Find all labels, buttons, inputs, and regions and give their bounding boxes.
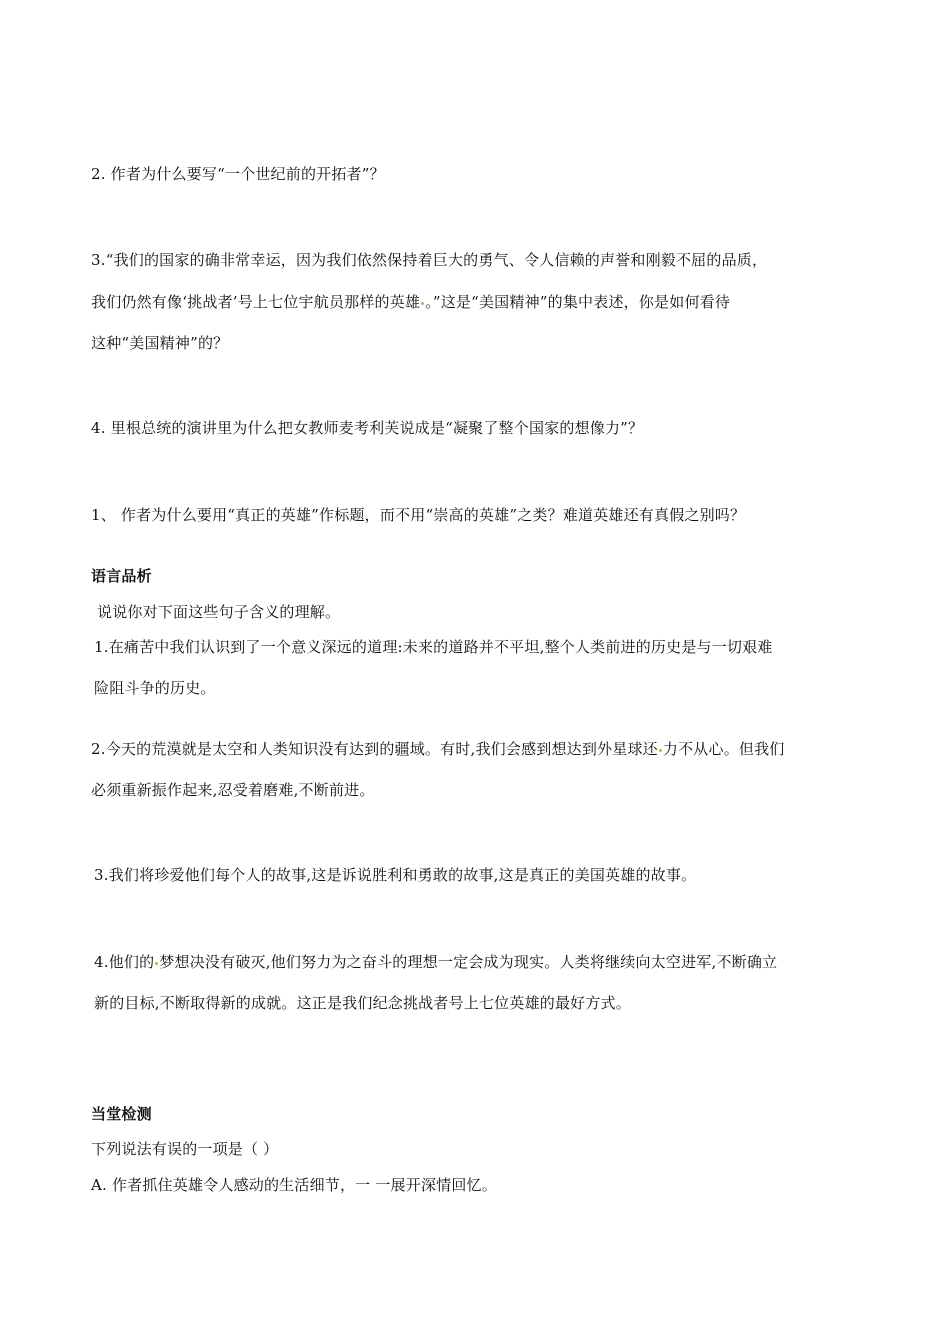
- question-3-line-2-part-b: 。”这是“美国精神”的集中表述，你是如何看待: [425, 293, 731, 311]
- class-test-prompt: 下列说法有误的一项是（ ）: [91, 1140, 279, 1158]
- question-4: 4. 里根总统的演讲里为什么把女教师麦考利芙说成是“凝聚了整个国家的想像力”？: [91, 419, 644, 437]
- language-analysis-heading: 语言品析: [91, 567, 152, 585]
- sentence-1-line-1: 1.在痛苦中我们认识到了一个意义深远的道理:未来的道路并不平坦,整个人类前进的历史是与一切艰难: [94, 638, 773, 656]
- sentence-3: 3.我们将珍爱他们每个人的故事,这是诉说胜利和勇敢的故事,这是真正的美国英雄的故事。: [94, 866, 697, 884]
- sentence-4-line-1: [94, 952, 777, 972]
- sentence-1-line-2: 险阻斗争的历史。: [94, 679, 216, 697]
- emphasis-dot-icon: [421, 302, 424, 305]
- emphasis-dot-icon: [659, 749, 662, 752]
- sentence-2-line-1-part-b: 力不从心。但我们: [662, 740, 785, 758]
- class-test-heading: 当堂检测: [91, 1105, 152, 1123]
- class-test-option-a: A. 作者抓住英雄令人感动的生活细节，一 一展开深情回忆。: [91, 1176, 497, 1194]
- sentence-2-line-1: [91, 739, 785, 759]
- sentence-4-line-2: 新的目标,不断取得新的成就。这正是我们纪念挑战者号上七位英雄的最好方式。: [94, 994, 631, 1012]
- question-3-line-2: [91, 292, 730, 312]
- sentence-4-line-1-part-b: 梦想决没有破灭,他们努力为之奋斗的理想一定会成为现实。人类将继续向太空进军,不断确立: [159, 953, 778, 971]
- sentence-2-line-2: 必须重新振作起来,忍受着磨难,不断前进。: [91, 781, 375, 799]
- sentence-2-line-1-part-a: 2.今天的荒漠就是太空和人类知识没有达到的疆域。有时,我们会感到想达到外星球还: [91, 740, 658, 758]
- question-1: 1、 作者为什么要用“真正的英雄”作标题，而不用“崇高的英雄”之类？难道英雄还有真假之别吗？: [91, 506, 746, 524]
- question-3-line-3: 这种“美国精神”的？: [91, 334, 229, 352]
- question-3-line-1: 3.“我们的国家的确非常幸运，因为我们依然保持着巨大的勇气、令人信赖的声誉和刚毅不屈的品质，: [91, 251, 768, 269]
- question-3-line-2-part-a: 我们仍然有像‘挑战者’号上七位宇航员那样的英雄: [91, 293, 421, 311]
- language-analysis-intro: 说说你对下面这些句子含义的理解。: [97, 603, 341, 621]
- question-2: 2. 作者为什么要写“一个世纪前的开拓者”？: [91, 165, 385, 183]
- sentence-4-line-1-part-a: 4.他们的: [94, 953, 155, 971]
- emphasis-dot-icon: [155, 962, 158, 965]
